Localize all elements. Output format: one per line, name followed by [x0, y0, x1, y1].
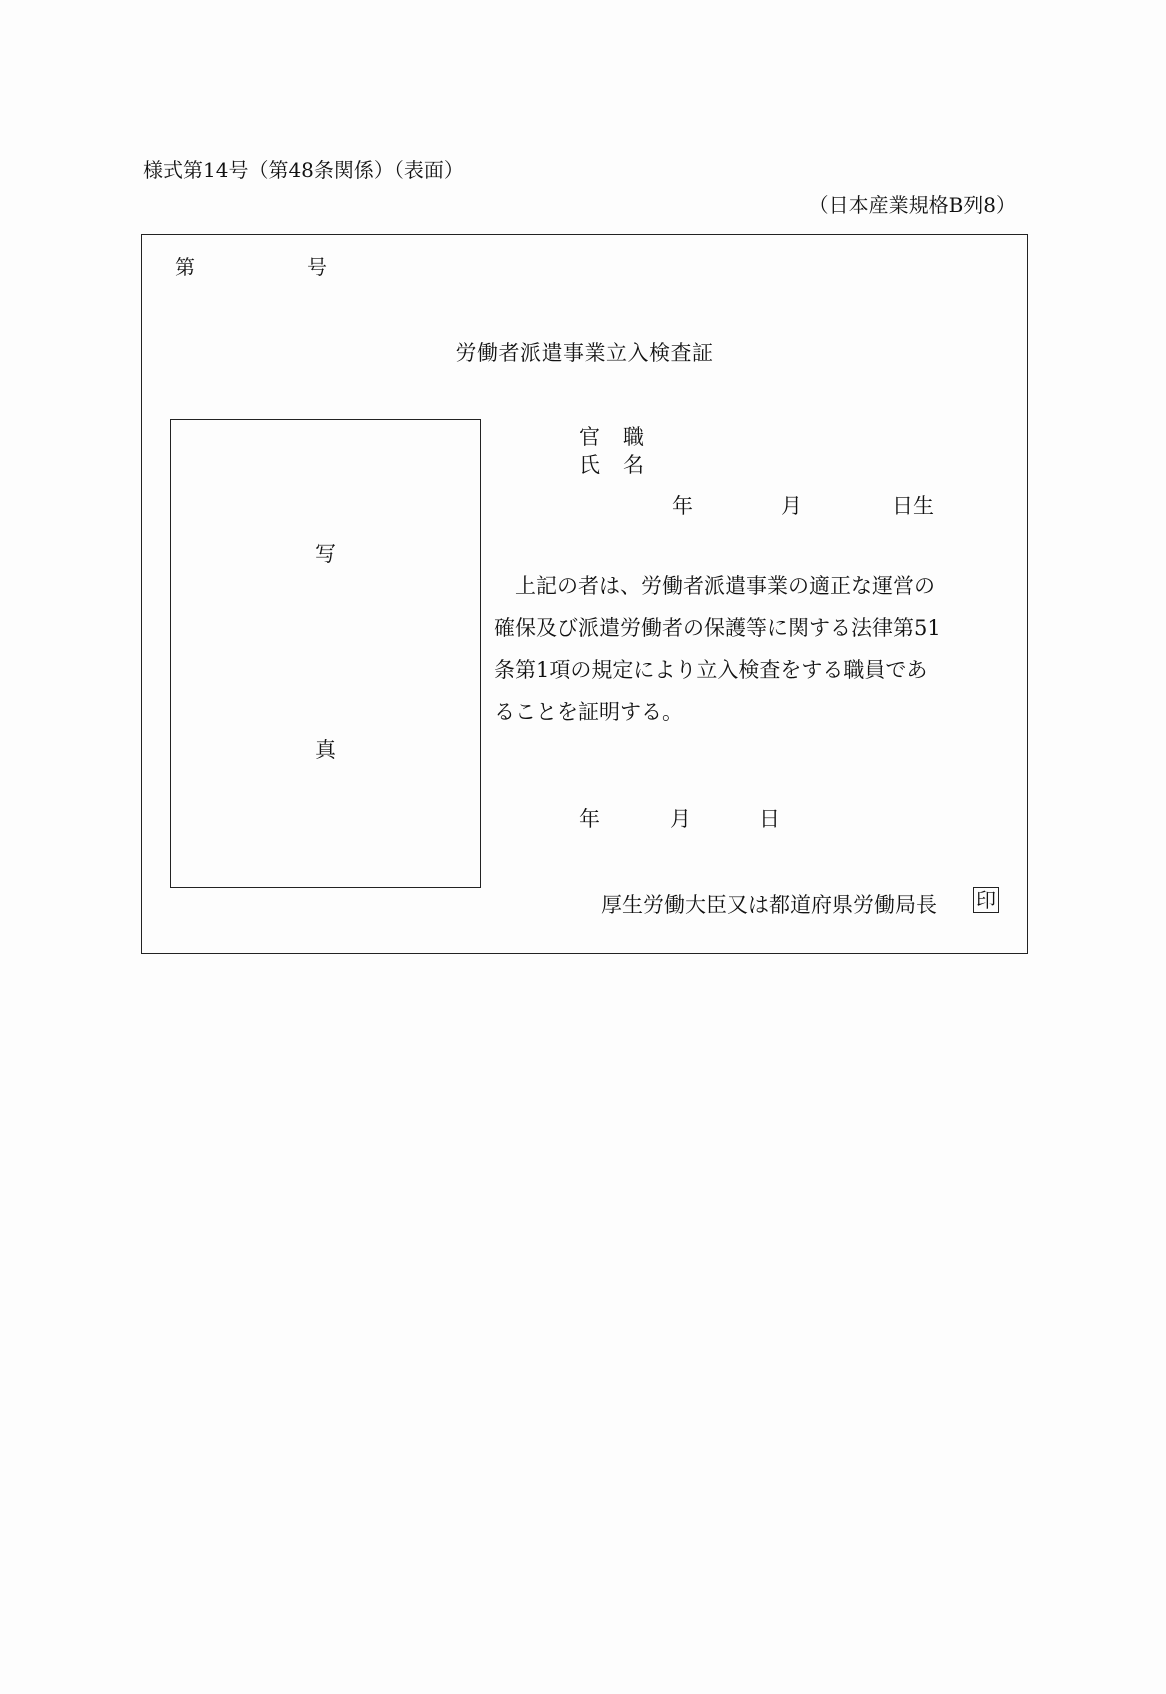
certificate-title: 労働者派遣事業立入検査証	[455, 341, 714, 365]
inspection-certificate-card	[141, 234, 1028, 954]
official-title-label	[579, 421, 644, 451]
official-title-char-1: 官	[579, 425, 600, 449]
name-char-2: 名	[623, 453, 644, 477]
birth-day-label: 日生	[892, 494, 934, 518]
photo-label-top: 写	[315, 542, 336, 566]
issuer-name: 厚生労働大臣又は都道府県労働局長	[601, 893, 937, 917]
certificate-number-prefix: 第	[175, 255, 195, 279]
official-title-char-2: 職	[623, 425, 644, 449]
issue-day-label: 日	[759, 807, 780, 831]
certification-statement	[494, 565, 974, 733]
seal-mark: 印	[973, 887, 999, 913]
certification-line: 確保及び派遣労働者の保護等に関する法律第51	[494, 616, 941, 640]
birth-year-label: 年	[672, 494, 693, 518]
form-number-heading: 様式第14号（第48条関係）（表面）	[143, 158, 464, 182]
issue-month-label: 月	[670, 807, 691, 831]
issue-year-label: 年	[579, 807, 600, 831]
birth-month-label: 月	[781, 494, 802, 518]
certification-line: 条第1項の規定により立入検査をする職員であ	[494, 658, 928, 682]
name-char-1: 氏	[579, 453, 600, 477]
photo-area	[170, 419, 481, 888]
certification-line: 上記の者は、労働者派遣事業の適正な運営の	[515, 574, 935, 598]
photo-label-bottom: 真	[315, 738, 336, 762]
name-label	[579, 449, 644, 479]
certification-line: ることを証明する。	[494, 700, 683, 724]
paper-size-note: （日本産業規格B列8）	[808, 193, 1016, 217]
certificate-number-suffix: 号	[307, 255, 327, 279]
